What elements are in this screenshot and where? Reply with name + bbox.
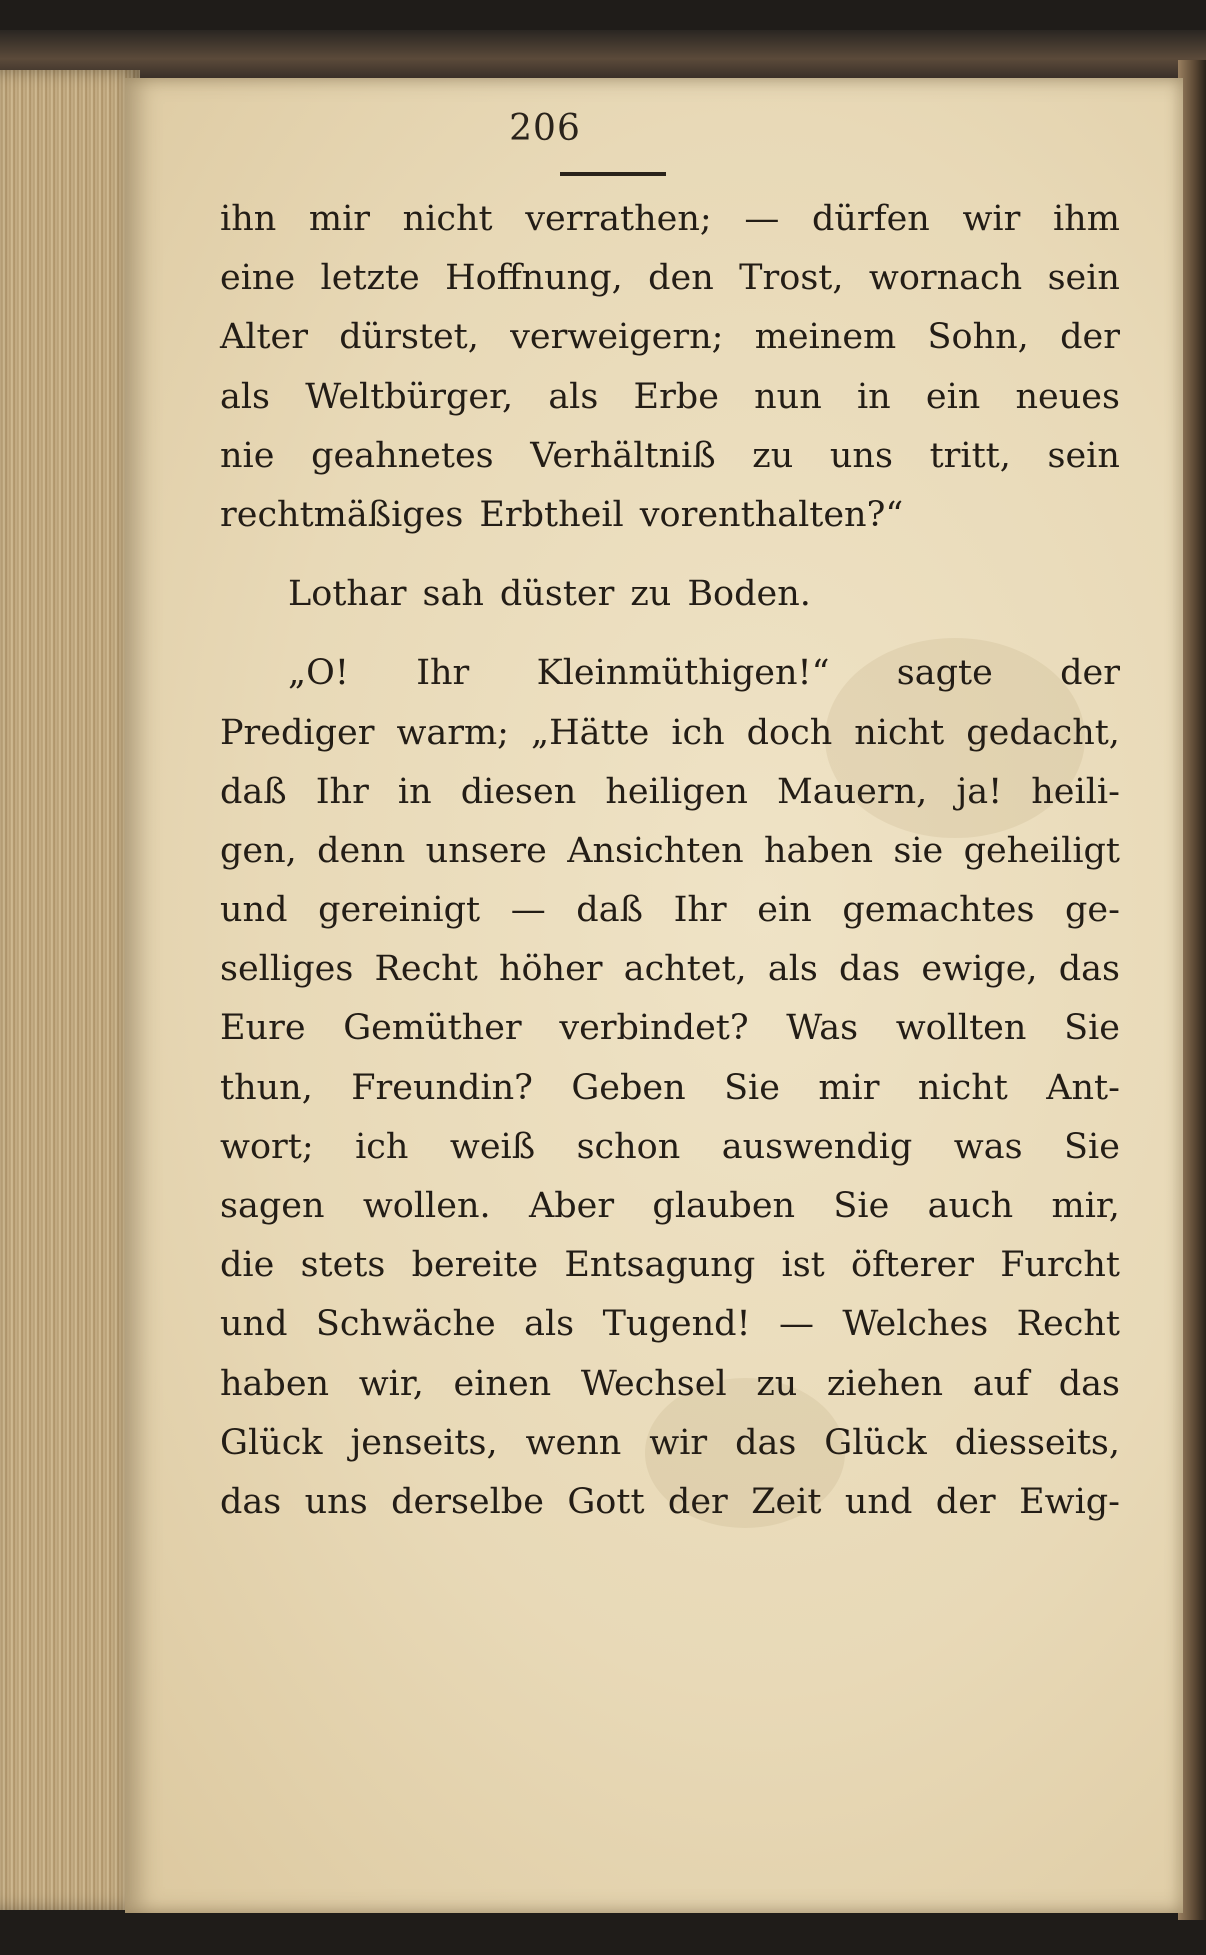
word: dürfen bbox=[811, 199, 930, 239]
word: Aber bbox=[528, 1186, 615, 1226]
text-line bbox=[220, 881, 1120, 940]
word: wort; bbox=[220, 1126, 314, 1167]
word: Glück bbox=[824, 1422, 927, 1463]
word: dürstet, bbox=[339, 317, 479, 358]
word: meinem bbox=[754, 317, 897, 358]
text-line bbox=[220, 822, 1120, 881]
text-line bbox=[220, 1355, 1120, 1414]
word: Welches bbox=[842, 1304, 989, 1345]
word: und bbox=[220, 890, 288, 931]
text-line bbox=[220, 940, 1120, 999]
word: uns bbox=[829, 435, 893, 476]
word: der bbox=[1060, 653, 1120, 694]
word: Trost, bbox=[739, 258, 844, 299]
text-line bbox=[220, 999, 1120, 1058]
word: Sohn, bbox=[927, 317, 1029, 358]
word: nicht bbox=[854, 712, 945, 753]
text-line bbox=[220, 427, 1120, 486]
word: als bbox=[767, 949, 818, 990]
word: und bbox=[844, 1481, 913, 1522]
word: Hoffnung, bbox=[445, 258, 623, 299]
word: — bbox=[510, 890, 546, 931]
word: ihn bbox=[220, 199, 277, 239]
word: Furcht bbox=[1000, 1245, 1120, 1286]
word: ich bbox=[671, 712, 725, 753]
word: sein bbox=[1047, 435, 1120, 476]
text-line bbox=[220, 1059, 1120, 1118]
text-line bbox=[220, 308, 1120, 367]
word: selliges bbox=[220, 949, 354, 990]
text-line bbox=[220, 1295, 1120, 1354]
word: ja! bbox=[956, 771, 1003, 812]
word: das bbox=[735, 1422, 797, 1463]
word: achtet, bbox=[623, 949, 747, 990]
word: wornach bbox=[868, 258, 1023, 299]
word: in bbox=[856, 376, 891, 417]
word: das bbox=[220, 1481, 282, 1522]
word: Gott bbox=[567, 1481, 645, 1522]
word: Mauern, bbox=[776, 771, 928, 812]
word: Geben bbox=[571, 1067, 686, 1108]
word: wir bbox=[649, 1422, 708, 1463]
word: unsere bbox=[425, 830, 547, 871]
word: zu bbox=[630, 574, 672, 615]
word: gedacht, bbox=[966, 712, 1120, 753]
word: auswendig bbox=[721, 1126, 913, 1167]
body-text bbox=[220, 190, 1120, 1532]
word: Ant- bbox=[1046, 1067, 1120, 1108]
word: ihm bbox=[1052, 199, 1120, 239]
text-line bbox=[220, 1236, 1120, 1295]
word: sagen bbox=[220, 1186, 325, 1226]
word: der bbox=[935, 1481, 996, 1522]
word: Wechsel bbox=[580, 1363, 727, 1404]
word: nicht bbox=[402, 199, 493, 239]
text-line bbox=[220, 368, 1120, 427]
word: ist bbox=[781, 1245, 825, 1286]
word: heiligen bbox=[605, 771, 748, 812]
page-number-rule bbox=[560, 172, 666, 176]
word: Freundin? bbox=[351, 1067, 533, 1108]
text-line bbox=[220, 644, 1120, 703]
word: — bbox=[778, 1304, 814, 1345]
word: derselbe bbox=[391, 1481, 544, 1522]
word: heili- bbox=[1031, 771, 1120, 812]
word: nie bbox=[220, 435, 275, 476]
word: letzte bbox=[320, 258, 420, 299]
word: tritt, bbox=[929, 435, 1011, 476]
word: ein bbox=[757, 890, 812, 931]
word: ewige, bbox=[921, 949, 1038, 990]
word: das bbox=[1058, 949, 1120, 990]
word: Ihr bbox=[673, 890, 727, 931]
word: verbindet? bbox=[559, 1008, 749, 1049]
word: ich bbox=[355, 1126, 409, 1167]
word: bereite bbox=[411, 1245, 539, 1286]
word: mir bbox=[818, 1067, 880, 1108]
word: vorenthalten?“ bbox=[639, 494, 904, 535]
word: zu bbox=[756, 1363, 798, 1404]
text-line bbox=[220, 486, 1120, 545]
word: haben bbox=[220, 1363, 330, 1404]
word: und bbox=[220, 1304, 288, 1345]
word: Gemüther bbox=[343, 1008, 522, 1049]
word: gemachtes bbox=[842, 890, 1035, 931]
word: warm; bbox=[396, 712, 509, 753]
word: — bbox=[744, 199, 780, 239]
word: Lothar bbox=[288, 574, 407, 615]
word: weiß bbox=[449, 1126, 536, 1167]
book-top-edge bbox=[0, 30, 1206, 78]
word: verweigern; bbox=[510, 317, 724, 358]
word: doch bbox=[746, 712, 833, 753]
word: nicht bbox=[917, 1067, 1008, 1108]
word: Alter bbox=[220, 317, 308, 358]
word: Prediger bbox=[220, 712, 375, 753]
word: „Hätte bbox=[530, 712, 650, 753]
word: daß bbox=[576, 890, 643, 931]
word: Was bbox=[786, 1008, 859, 1049]
word: rechtmäßiges bbox=[220, 494, 464, 535]
word: gereinigt bbox=[318, 890, 481, 931]
word: eine bbox=[220, 258, 296, 299]
word: Tugend! bbox=[602, 1304, 751, 1345]
word: Recht bbox=[374, 949, 478, 990]
word: uns bbox=[304, 1481, 368, 1522]
word: Sie bbox=[1064, 1126, 1120, 1167]
book-page-edges bbox=[0, 70, 140, 1910]
word: diesen bbox=[460, 771, 577, 812]
word: das bbox=[1058, 1363, 1120, 1404]
word: Weltbürger, bbox=[305, 376, 514, 417]
word: als bbox=[548, 376, 599, 417]
word: geheiligt bbox=[963, 830, 1120, 871]
word: glauben bbox=[652, 1186, 796, 1226]
word: verrathen; bbox=[525, 199, 712, 239]
word: Ihr bbox=[315, 771, 369, 812]
word: Zeit bbox=[751, 1481, 822, 1522]
word: Recht bbox=[1016, 1304, 1120, 1345]
text-line bbox=[220, 1177, 1120, 1236]
word: der bbox=[667, 1481, 728, 1522]
word: gen, bbox=[220, 830, 297, 871]
word: jenseits, bbox=[350, 1422, 498, 1463]
word: Erbe bbox=[633, 376, 719, 417]
word: einen bbox=[453, 1363, 552, 1404]
text-line bbox=[220, 565, 1120, 624]
word: in bbox=[397, 771, 432, 812]
word: was bbox=[953, 1126, 1023, 1167]
word: daß bbox=[220, 771, 287, 812]
word: das bbox=[839, 949, 901, 990]
word: Schwäche bbox=[315, 1304, 496, 1345]
word: düster bbox=[499, 574, 615, 615]
word: nun bbox=[754, 376, 822, 417]
text-line bbox=[220, 249, 1120, 308]
word: Kleinmüthigen!“ bbox=[536, 653, 830, 694]
word: „O! bbox=[288, 653, 349, 694]
text-line bbox=[220, 1414, 1120, 1473]
text-line bbox=[220, 763, 1120, 822]
word: Verhältniß bbox=[530, 435, 716, 476]
word: ziehen bbox=[826, 1363, 944, 1404]
word: ge- bbox=[1065, 890, 1120, 931]
text-line bbox=[220, 1473, 1120, 1532]
word: sah bbox=[422, 574, 484, 615]
word: höher bbox=[498, 949, 603, 990]
word: wollten bbox=[895, 1008, 1027, 1049]
word: wenn bbox=[525, 1422, 622, 1463]
word: den bbox=[648, 258, 714, 299]
word: Sie bbox=[724, 1067, 780, 1108]
word: auch bbox=[927, 1186, 1014, 1226]
word: Glück bbox=[220, 1422, 323, 1463]
word: die bbox=[220, 1245, 275, 1286]
text-line bbox=[220, 190, 1120, 249]
word: als bbox=[220, 376, 271, 417]
word: schon bbox=[576, 1126, 681, 1167]
word: Sie bbox=[1064, 1008, 1120, 1049]
word: Ewig- bbox=[1019, 1481, 1120, 1522]
word: neues bbox=[1015, 376, 1120, 417]
word: als bbox=[524, 1304, 575, 1345]
word: öfterer bbox=[851, 1245, 974, 1286]
word: Eure bbox=[220, 1008, 306, 1049]
word: Sie bbox=[833, 1186, 890, 1226]
word: sagte bbox=[896, 653, 993, 694]
word: mir bbox=[308, 199, 371, 239]
word: Boden. bbox=[687, 574, 811, 615]
word: sein bbox=[1047, 258, 1120, 299]
word: sie bbox=[893, 830, 944, 871]
word: ein bbox=[925, 376, 981, 417]
page-number: 206 bbox=[509, 108, 581, 149]
word: mir, bbox=[1051, 1186, 1120, 1226]
word: wir, bbox=[358, 1363, 424, 1404]
text-line bbox=[220, 704, 1120, 763]
word: diesseits, bbox=[954, 1422, 1120, 1463]
word: wollen. bbox=[362, 1186, 491, 1226]
word: Ihr bbox=[416, 653, 470, 694]
word: Erbtheil bbox=[479, 494, 624, 535]
word: wir bbox=[962, 199, 1021, 239]
text-line bbox=[220, 1118, 1120, 1177]
word: Ansichten bbox=[567, 830, 744, 871]
word: geahnetes bbox=[311, 435, 494, 476]
word: thun, bbox=[220, 1067, 313, 1108]
word: haben bbox=[763, 830, 874, 871]
word: stets bbox=[300, 1245, 386, 1286]
word: zu bbox=[752, 435, 794, 476]
word: Entsagung bbox=[564, 1245, 756, 1286]
word: auf bbox=[972, 1363, 1030, 1404]
word: der bbox=[1060, 317, 1120, 358]
word: denn bbox=[317, 830, 406, 871]
